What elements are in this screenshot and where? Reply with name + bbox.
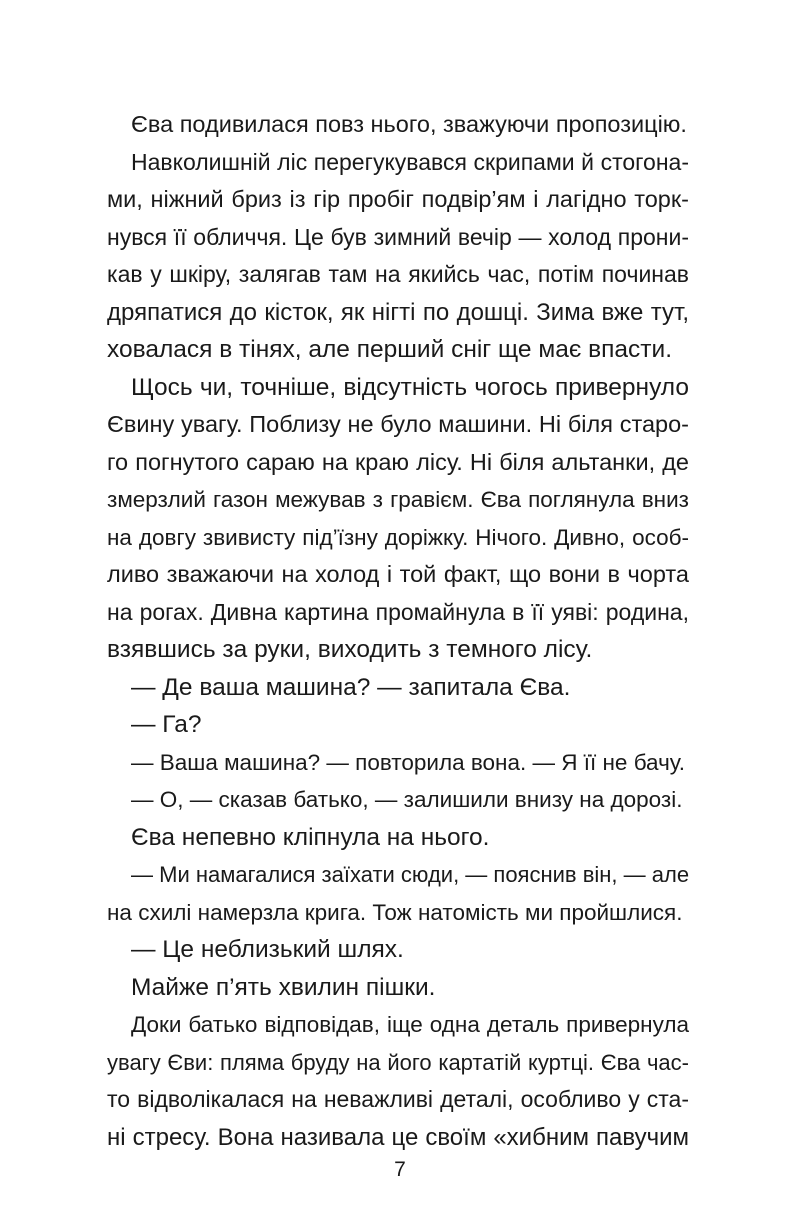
text-line: змерзлий газон межував з гравієм. Єва поглянула вниз [107,487,689,512]
text-line: Єва подивилася повз нього, зважуючи пропозицію. [131,111,687,137]
text-line: Майже п’ять хвилин пішки. [131,973,436,1001]
text-line: увагу Єви: пляма бруду на його картатій куртці. Єва час- [107,1049,689,1075]
text-line: нувся її обличчя. Це був зимний вечір — холод прони- [107,223,689,250]
text-line: — Це неблизький шлях. [131,936,404,963]
text-line: ми, ніжний бриз із гір пробіг подвір’ям і лагідно торк- [107,186,689,212]
text-line: взявшись за руки, виходить з темного лісу. [107,636,593,663]
text-line: ховалася в тінях, але перший сніг ще має впасти. [107,336,672,363]
body-text [107,106,689,1156]
text-line: на схилі намерзла крига. Тож натомість ми пройшлися. [107,899,683,925]
text-line: Євину увагу. Поблизу не було машини. Ні біля старо- [107,411,689,437]
text-line: ні стресу. Вона називала це своїм «хибним павучим [107,1123,689,1151]
text-line: на рогах. Дивна картина промайнула в її уяві: родина, [107,598,689,625]
text-line: — Ваша машина? — повторила вона. — Я її не бачу. [131,749,686,775]
text-line: — Га? [131,711,202,738]
text-line: — О, — сказав батько, — залишили внизу на дорозі. [131,787,683,812]
page-number: 7 [394,1158,406,1181]
text-line: го погнутого сараю на краю лісу. Ні біля альтанки, де [107,448,689,475]
text-line: на довгу звивисту під’їзну доріжку. Нічого. Дивно, особ- [107,524,689,550]
text-line: — Де ваша машина? — запитала Єва. [131,673,571,701]
text-line: Єва непевно кліпнула на нього. [131,823,490,851]
text-line: дряпатися до кісток, як нігті по дошці. Зима вже тут, [107,298,689,326]
text-line: кав у шкіру, залягав там на якийсь час, потім починав [107,261,689,287]
text-line: Навколишній ліс перегукувався скрипами й стогона- [131,148,689,175]
text-line: Щось чи, точніше, відсутність чогось привернуло [131,373,689,401]
text-line: то відволікалася на неважливі деталі, особливо у ста- [107,1086,689,1112]
text-line: Доки батько відповідав, іще одна деталь привернула [131,1012,689,1037]
text-line: ливо зважаючи на холод і той факт, що вони в чорта [107,561,689,587]
text-line: — Ми намагалися заїхати сюди, — пояснив він, — але [131,862,690,887]
